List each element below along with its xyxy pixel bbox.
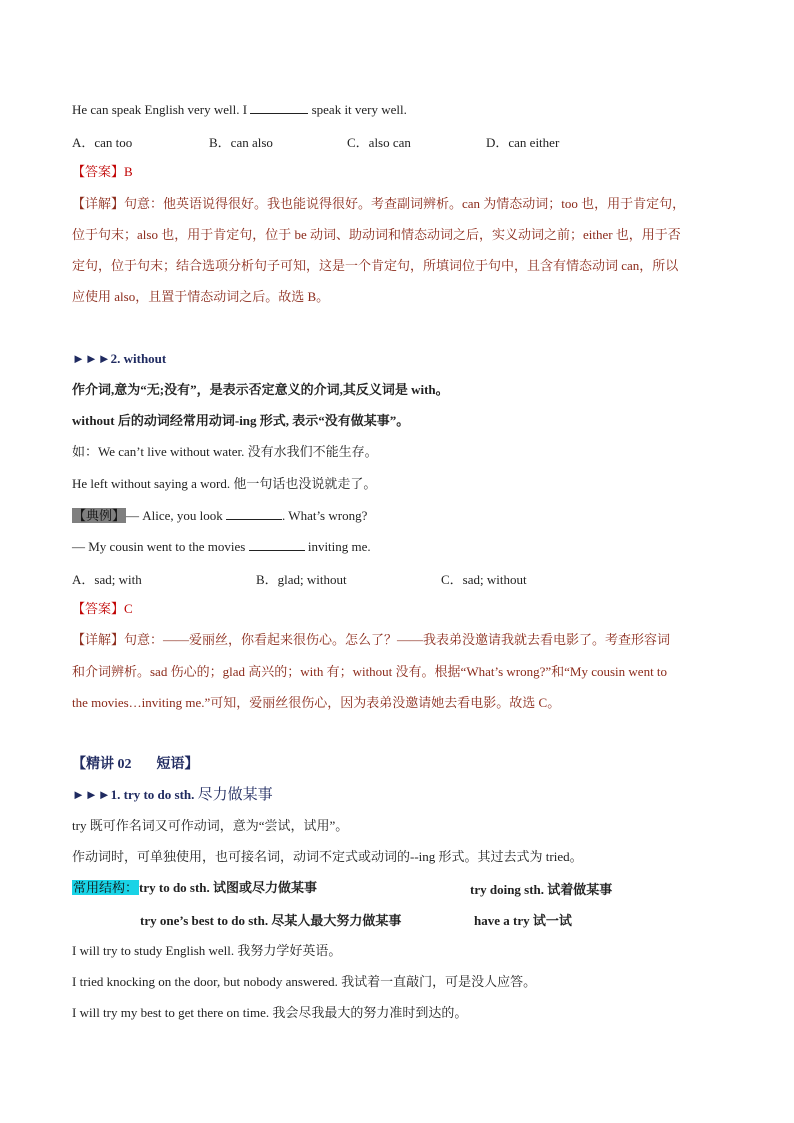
section-heading-title: 短语】	[156, 757, 199, 772]
try-line-2: 作动词时，可单独使用，也可接名词，动词不定式或动词的--ing 形式。其过去式为 tried。	[72, 849, 583, 864]
without-heading	[72, 350, 166, 368]
without-example-2: He left without saying a word. 他一句话也没说就走了。	[72, 476, 377, 491]
question-blank	[249, 538, 305, 551]
try-heading	[72, 786, 273, 804]
q1-detail-line: 应使用 also，且置于情态动词之后。故选 B。	[72, 289, 330, 304]
q1-option-a: A．can too	[72, 135, 133, 150]
question-part-a: — My cousin went to the movies	[72, 539, 246, 554]
question-part-a: — Alice, you look	[126, 508, 223, 523]
q1-stem	[72, 101, 407, 119]
question-part-b: inviting me.	[307, 539, 371, 554]
q1-detail-line: 【详解】句意：他英语说得很好。我也能说得很好。考查副词辨析。can 为情态动词；too 也，用于肯定句，	[72, 196, 686, 211]
structure-item: try one’s best to do sth. 尽某人最大努力做某事	[140, 913, 402, 928]
q1-stem-part-a: He can speak English very well. I	[72, 102, 248, 117]
without-option-b: B．glad; without	[256, 572, 347, 587]
without-rule-1: 作介词,意为“无;没有”，是表示否定意义的介词,其反义词是 with。	[72, 382, 449, 397]
question-part-b: . What’s wrong?	[282, 508, 368, 523]
without-detail-line: the movies…inviting me.”可知，爱丽丝很伤心，因为表弟没邀请她去看电影。故选 C。	[72, 695, 561, 710]
without-answer: 【答案】C	[72, 601, 133, 616]
section-heading	[72, 756, 199, 774]
without-option-a: A．sad; with	[72, 572, 142, 587]
try-title: 1. try to do sth.	[110, 787, 195, 802]
try-example-2: I tried knocking on the door, but nobody answered. 我试着一直敲门，可是没人应答。	[72, 974, 537, 989]
structure-tag: 常用结构：	[73, 880, 139, 895]
q1-option-b: B．can also	[209, 135, 273, 150]
without-option-c: C．sad; without	[441, 572, 527, 587]
without-rule-2: without 后的动词经常用动词-ing 形式, 表示“没有做某事”。	[72, 413, 410, 428]
q1-option-d: D．can either	[486, 135, 560, 150]
try-structure-line-1	[72, 879, 317, 897]
structure-item: try doing sth. 试着做某事	[470, 882, 613, 897]
triple-arrow-icon: ►►►	[72, 787, 111, 802]
try-example-3: I will try my best to get there on time. 我会尽我最大的努力准时到达的。	[72, 1005, 468, 1020]
example-tag: 【典例】	[73, 508, 126, 523]
section-heading-number: 【精讲 02	[72, 757, 132, 772]
structure-item: try to do sth. 试图或尽力做某事	[139, 880, 318, 895]
q1-detail-line: 位于句末；also 也，用于肯定句，位于 be 动词、助动词和情态动词之后，实义动词之前；either 也，用于否	[72, 227, 681, 242]
without-example-1: 如：We can’t live without water. 没有水我们不能生存。	[72, 444, 378, 459]
structure-item: have a try 试一试	[474, 913, 572, 928]
without-detail-line: 【详解】句意：——爱丽丝，你看起来很伤心。怎么了？——我表弟没邀请我就去看电影了。考查形容词	[72, 632, 671, 647]
q1-option-c: C．also can	[347, 135, 411, 150]
without-question-line-1	[72, 507, 367, 525]
q1-blank	[250, 101, 308, 114]
q1-stem-part-b: speak it very well.	[311, 102, 407, 117]
try-line-1: try 既可作名词又可作动词，意为“尝试，试用”。	[72, 818, 349, 833]
triple-arrow-icon: ►►►	[72, 351, 111, 366]
without-detail-line: 和介词辨析。sad 伤心的；glad 高兴的；with 有；without 没有。根据“What’s wrong?”和“My cousin went to	[72, 664, 668, 679]
without-question-line-2	[72, 538, 371, 556]
question-blank	[226, 507, 282, 520]
q1-answer: 【答案】B	[72, 164, 133, 179]
try-example-1: I will try to study English well. 我努力学好英语。	[72, 943, 342, 958]
try-title-cn: 尽力做某事	[197, 787, 273, 803]
without-title: 2. without	[110, 351, 167, 366]
q1-detail-line: 定句，位于句末；结合选项分析句子可知，这是一个肯定句，所填词位于句中，且含有情态动词 can，所以	[72, 258, 679, 273]
